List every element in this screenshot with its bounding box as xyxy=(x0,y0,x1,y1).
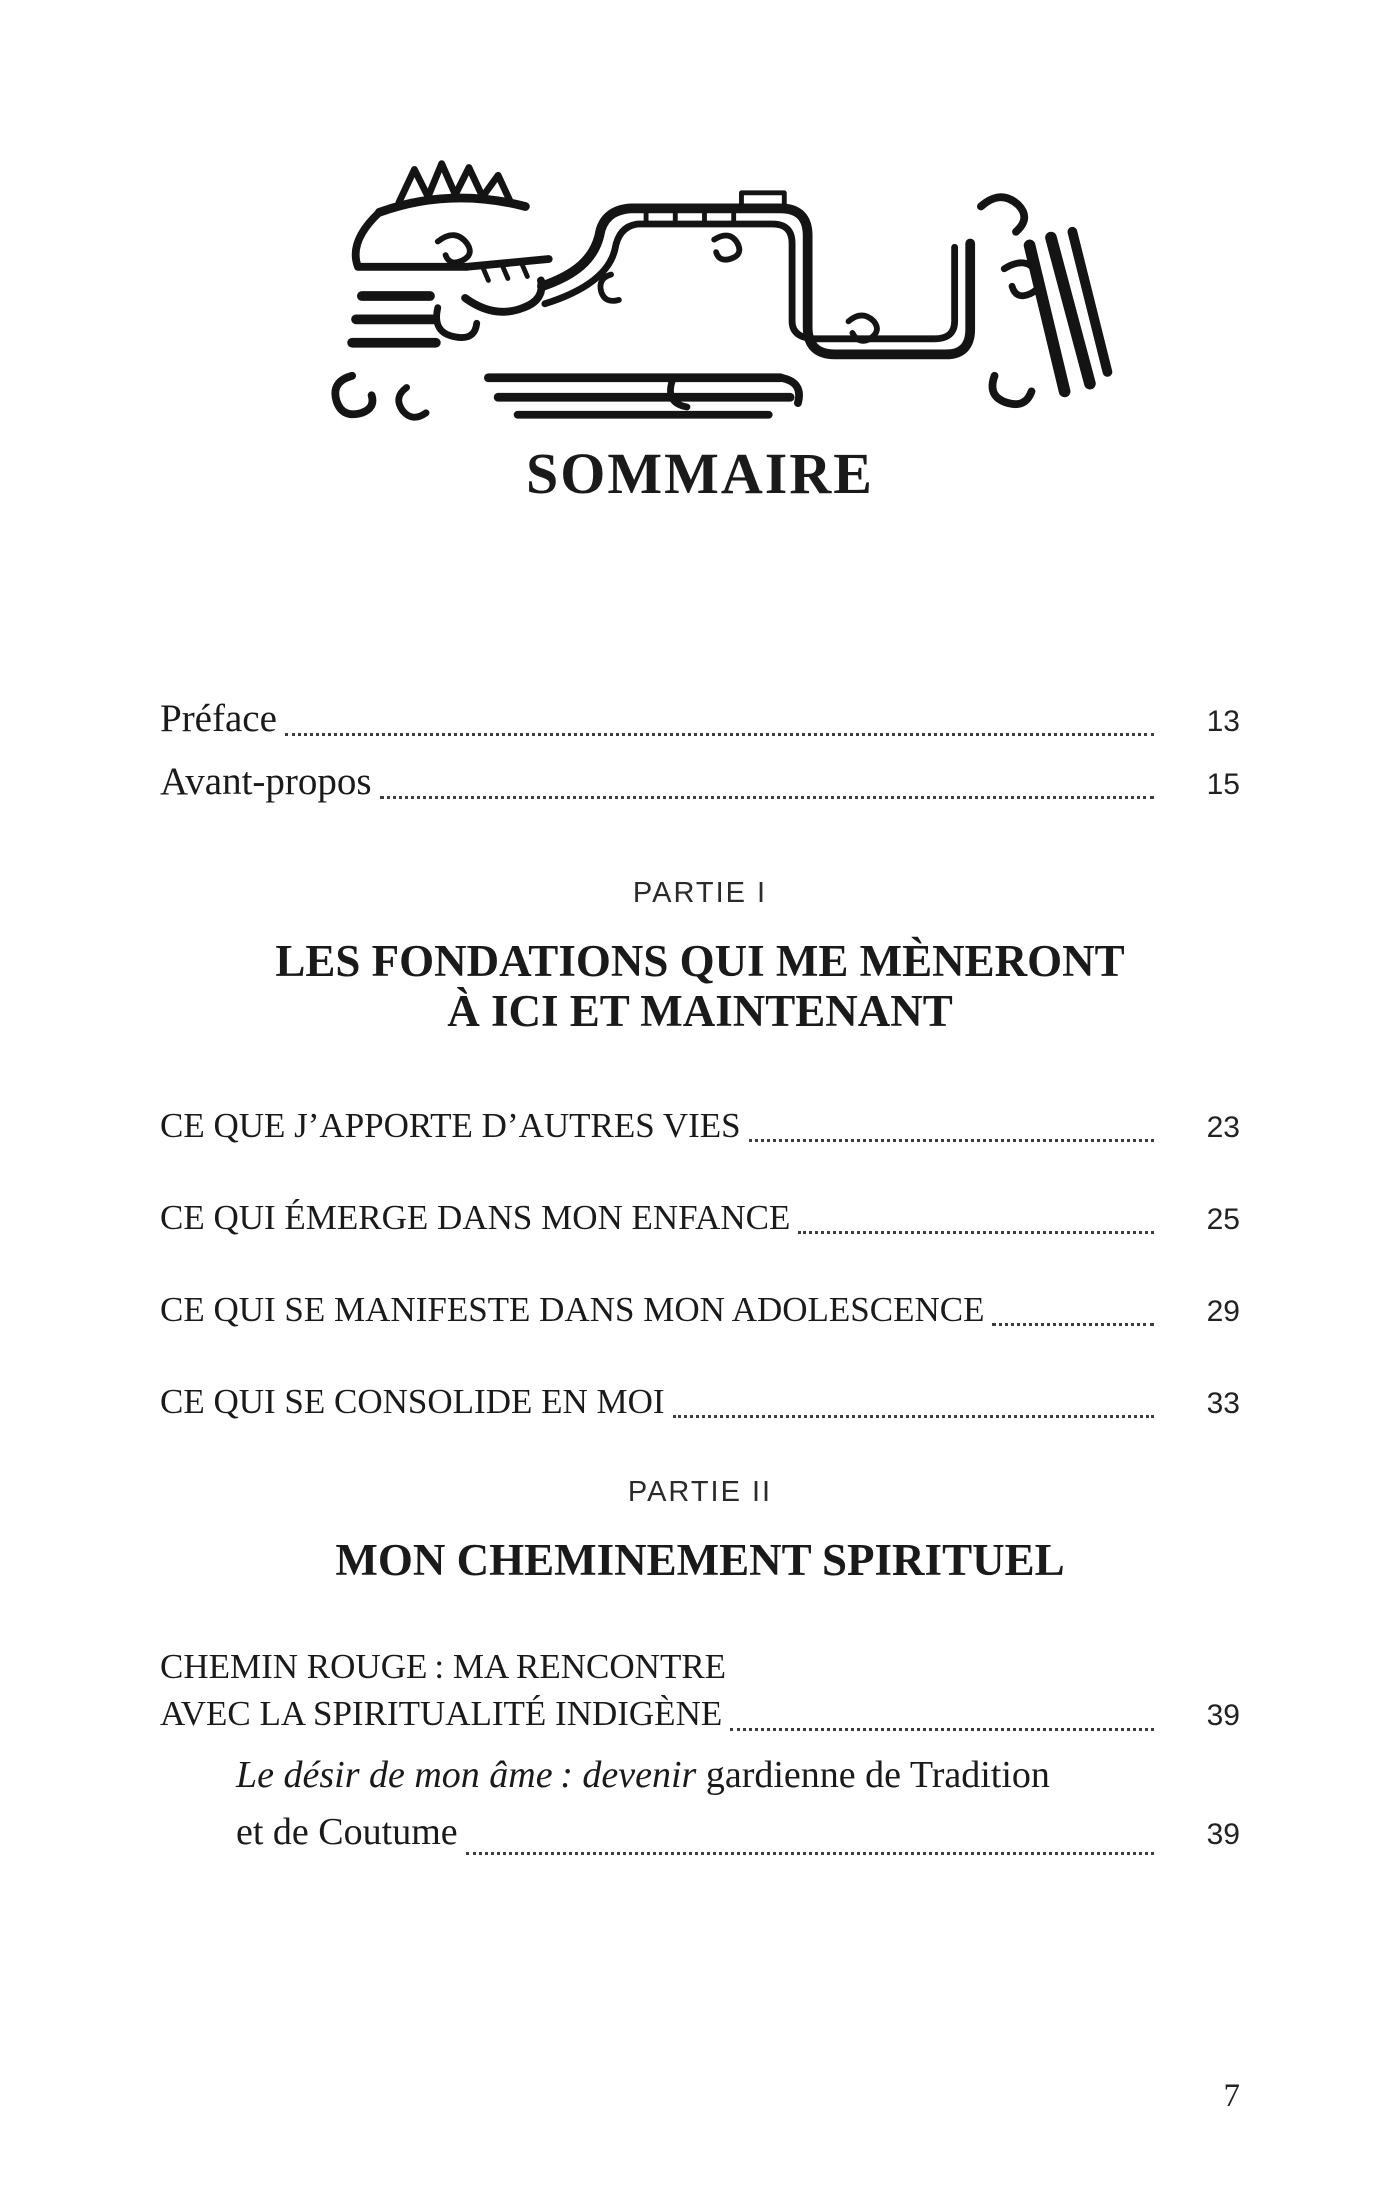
toc-entry-label: CE QUI ÉMERGE DANS MON ENFANCE xyxy=(160,1198,791,1237)
toc-entry-line1: CHEMIN ROUGE : MA RENCONTRE xyxy=(160,1647,727,1686)
toc-entry-page: 15 xyxy=(1206,768,1240,801)
folio-page-number: 7 xyxy=(1223,2078,1240,2114)
toc-entry-label: CE QUI SE MANIFESTE DANS MON ADOLESCENCE xyxy=(160,1290,985,1329)
dot-leader xyxy=(285,733,1154,736)
dot-leader xyxy=(749,1139,1154,1142)
toc-entry-avant-propos xyxy=(160,760,1240,807)
toc-entry xyxy=(160,1288,1240,1334)
sommaire-page xyxy=(0,150,1400,1863)
toc-entry-label: CE QUE J’APPORTE D’AUTRES VIES xyxy=(160,1106,741,1145)
feathered-serpent-icon xyxy=(312,150,1132,442)
part2-title-line1: MON CHEMINEMENT SPIRITUEL xyxy=(335,1535,1065,1585)
toc-entry-page: 13 xyxy=(1206,705,1240,738)
toc-entry-preface xyxy=(160,697,1240,744)
dot-leader xyxy=(992,1323,1154,1326)
page-title: SOMMAIRE xyxy=(526,441,874,506)
part1-title-line2: À ICI ET MAINTENANT xyxy=(447,986,953,1036)
toc-entry xyxy=(160,1380,1240,1426)
toc-entry-page: 25 xyxy=(1206,1203,1240,1236)
part1-title xyxy=(160,936,1240,1036)
toc-entry-page: 29 xyxy=(1206,1295,1240,1328)
toc-entry-page: 39 xyxy=(1206,1818,1240,1851)
toc-entry-page: 33 xyxy=(1206,1387,1240,1420)
toc-subentry-roman-tail: gardienne de Tradition xyxy=(705,1754,1050,1796)
part2-kicker: PARTIE II xyxy=(627,1476,773,1508)
toc-entry-line2: AVEC LA SPIRITUALITÉ INDIGÈNE xyxy=(160,1694,723,1733)
toc-entry xyxy=(160,1196,1240,1242)
serpent-ornament xyxy=(160,150,1240,447)
dot-leader xyxy=(380,796,1154,799)
toc-entry-label: Avant-propos xyxy=(160,760,372,803)
toc-entry-line2-row xyxy=(160,1690,1240,1739)
toc-entry-label: Préface xyxy=(160,697,277,740)
part1-kicker: PARTIE I xyxy=(632,877,768,909)
toc-subentry xyxy=(160,1747,1240,1863)
part1-entries xyxy=(160,1104,1240,1426)
part2-title xyxy=(160,1535,1240,1585)
dot-leader xyxy=(730,1728,1154,1731)
toc-entry-chemin-rouge xyxy=(160,1643,1240,1739)
toc-subentry-line1 xyxy=(236,1747,1240,1804)
toc-entry xyxy=(160,1104,1240,1150)
dot-leader xyxy=(466,1852,1154,1855)
dot-leader xyxy=(673,1415,1154,1418)
front-matter-list xyxy=(160,697,1240,807)
toc-entry-page: 23 xyxy=(1206,1111,1240,1144)
dot-leader xyxy=(798,1231,1154,1234)
toc-subentry-italic-lead: Le désir de mon âme : devenir xyxy=(236,1754,706,1796)
toc-subentry-line2-row xyxy=(236,1804,1240,1863)
toc-subentry-line2: et de Coutume xyxy=(236,1811,458,1853)
toc-entry-page: 39 xyxy=(1206,1699,1240,1732)
toc-entry-label: CE QUI SE CONSOLIDE EN MOI xyxy=(160,1382,665,1421)
part1-title-line1: LES FONDATIONS QUI ME MÈNERONT xyxy=(275,936,1125,986)
